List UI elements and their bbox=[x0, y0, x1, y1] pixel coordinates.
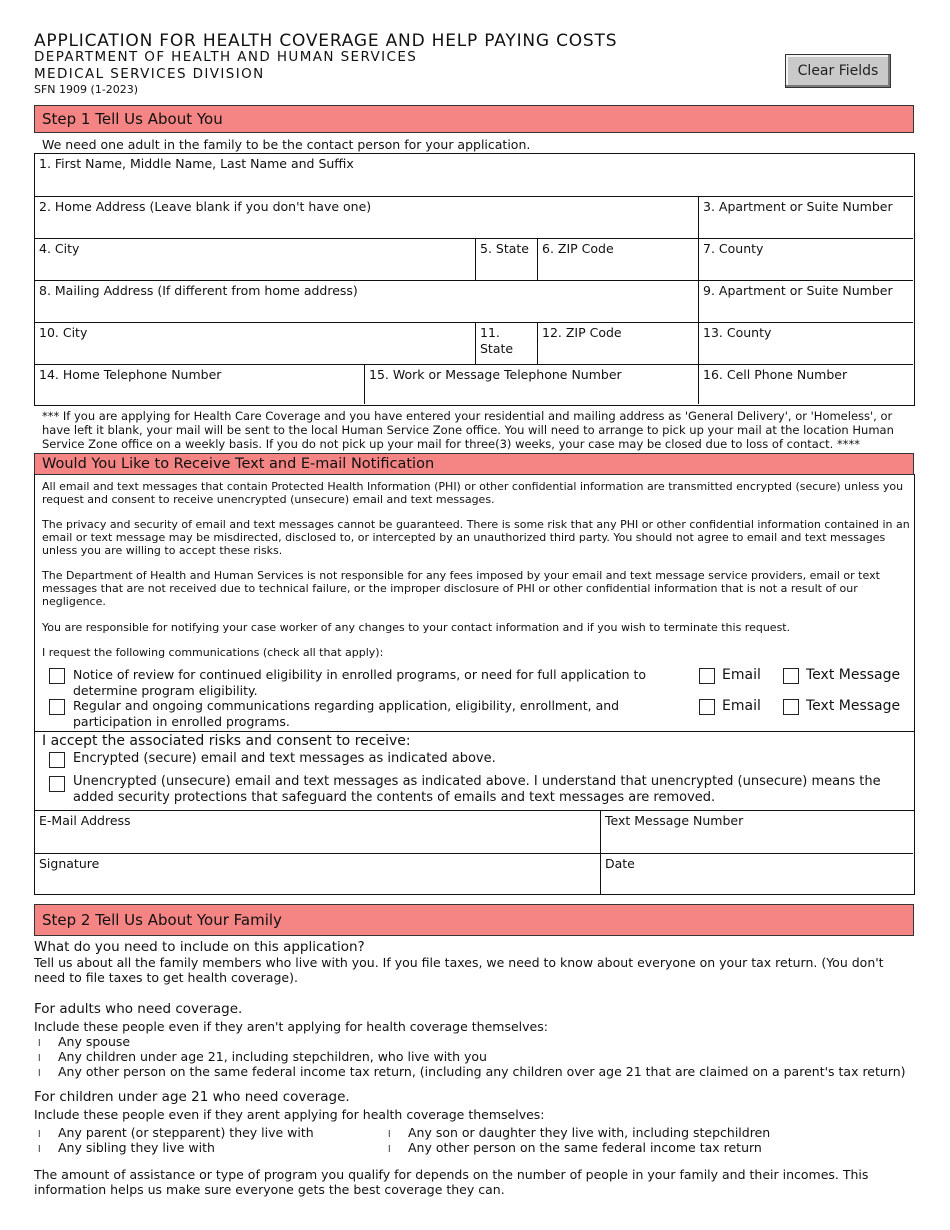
clear-fields-button[interactable]: Clear Fields bbox=[785, 54, 891, 88]
contact-info-grid bbox=[34, 153, 915, 406]
review-notice-text-checkbox[interactable] bbox=[783, 668, 799, 684]
ongoing-comms-text-label: Text Message bbox=[806, 698, 901, 714]
bullet: l bbox=[38, 1145, 41, 1155]
home-address-field[interactable] bbox=[35, 196, 698, 238]
mailing-zip-field[interactable] bbox=[537, 322, 698, 364]
children-heading: For children under age 21 who need coverage. bbox=[34, 1089, 350, 1105]
step2-question: What do you need to include on this application? bbox=[34, 939, 365, 955]
home-address-label: 2. Home Address (Leave blank if you don't have one) bbox=[39, 199, 372, 214]
unencrypted-consent-checkbox[interactable] bbox=[49, 776, 65, 792]
review-notice-email-label: Email bbox=[722, 667, 761, 683]
signature-field[interactable] bbox=[35, 853, 600, 894]
step2-heading: Step 2 Tell Us About Your Family bbox=[34, 904, 914, 936]
home-phone-field[interactable] bbox=[35, 364, 364, 404]
adults-subheading: Include these people even if they aren't applying for health coverage themselves: bbox=[34, 1019, 548, 1034]
bullet: l bbox=[38, 1130, 41, 1140]
home-county-label: 7. County bbox=[703, 241, 764, 256]
notify-paragraph-4: You are responsible for notifying your case worker of any changes to your contact information and if you wish to terminate this request. bbox=[42, 621, 791, 634]
full-name-field[interactable] bbox=[35, 154, 913, 196]
children-item-text: Any son or daughter they live with, including stepchildren bbox=[408, 1125, 771, 1140]
children-item-4 bbox=[388, 1140, 762, 1158]
children-item-text: Any parent (or stepparent) they live with bbox=[58, 1125, 314, 1140]
encrypted-consent-checkbox[interactable] bbox=[49, 752, 65, 768]
mailing-state-label: 11. State bbox=[480, 325, 514, 356]
home-state-label: 5. State bbox=[480, 241, 529, 256]
bullet: l bbox=[38, 1054, 41, 1064]
step1-heading: Step 1 Tell Us About You bbox=[34, 105, 914, 133]
date-field[interactable] bbox=[600, 853, 913, 894]
work-phone-field[interactable] bbox=[364, 364, 698, 404]
mailing-address-label: 8. Mailing Address (If different from home address) bbox=[39, 283, 358, 298]
notify-paragraph-5: I request the following communications (check all that apply): bbox=[42, 646, 384, 659]
ongoing-comms-text-checkbox[interactable] bbox=[783, 699, 799, 715]
children-item-text: Any sibling they live with bbox=[58, 1140, 215, 1155]
cell-phone-field[interactable] bbox=[698, 364, 913, 404]
step2-closing: The amount of assistance or type of program you qualify for depends on the number of people in your family and their incomes. This information helps us make sure everyone gets the best coverage they can. bbox=[34, 1167, 869, 1197]
home-zip-label: 6. ZIP Code bbox=[542, 241, 614, 256]
notify-paragraph-3: The Department of Health and Human Services is not responsible for any fees imposed by your email and text message service providers, email or text messages that are not received due to technical failure, or the improper disclosure of PHI or other confidential information that is not a result of our negligence. bbox=[42, 569, 880, 608]
homeless-mail-note: *** If you are applying for Health Care Coverage and you have entered your residential and mailing address as 'General Delivery', or 'Homeless', or have left it blank, your mail will be sent to the local Human Service Zone office. You will need to arrange to pick up your mail at the location Human Service Zone office on a weekly basis. If you do not pick up your mail for three(3) weeks, your case may be closed due to loss of contact. **** bbox=[42, 409, 894, 451]
ongoing-comms-checkbox[interactable] bbox=[49, 699, 65, 715]
mailing-county-label: 13. County bbox=[703, 325, 772, 340]
adults-item-3 bbox=[38, 1064, 906, 1082]
step2-intro: Tell us about all the family members who live with you. If you file taxes, we need to know about everyone on your tax return. (You don't need to file taxes to get health coverage). bbox=[34, 955, 884, 985]
form-title: APPLICATION FOR HEALTH COVERAGE AND HELP PAYING COSTS bbox=[34, 31, 618, 51]
step1-intro: We need one adult in the family to be the contact person for your application. bbox=[42, 137, 531, 152]
signature-label: Signature bbox=[39, 856, 100, 871]
home-state-field[interactable] bbox=[475, 238, 537, 280]
ongoing-comms-email-label: Email bbox=[722, 698, 761, 714]
mailing-zip-label: 12. ZIP Code bbox=[542, 325, 622, 340]
bullet: l bbox=[388, 1130, 391, 1140]
ongoing-comms-email-checkbox[interactable] bbox=[699, 699, 715, 715]
review-notice-email-checkbox[interactable] bbox=[699, 668, 715, 684]
unencrypted-consent-label: Unencrypted (unsecure) email and text messages as indicated above. I understand that unencrypted (unsecure) means the added security protections that safeguard the contents of emails and text messages are removed. bbox=[73, 774, 881, 805]
adults-item-text: Any children under age 21, including stepchildren, who live with you bbox=[58, 1049, 487, 1064]
bullet: l bbox=[38, 1069, 41, 1079]
children-item-2 bbox=[38, 1140, 215, 1158]
text-number-field[interactable] bbox=[600, 811, 913, 853]
text-number-label: Text Message Number bbox=[605, 813, 744, 828]
adults-item-text: Any other person on the same federal income tax return, (including any children over age 21 that are claimed on a parent's tax return) bbox=[58, 1064, 906, 1079]
home-phone-label: 14. Home Telephone Number bbox=[39, 367, 222, 382]
encrypted-consent-label: Encrypted (secure) email and text messages as indicated above. bbox=[73, 751, 496, 766]
ongoing-comms-label: Regular and ongoing communications regarding application, eligibility, enrollment, and participation in enrolled programs. bbox=[73, 698, 620, 729]
home-city-label: 4. City bbox=[39, 241, 80, 256]
review-notice-label: Notice of review for continued eligibility in enrolled programs, or need for full application to determine program eligibility. bbox=[73, 667, 647, 698]
home-zip-field[interactable] bbox=[537, 238, 698, 280]
email-address-field[interactable] bbox=[35, 811, 600, 853]
home-county-field[interactable] bbox=[698, 238, 913, 280]
mailing-state-field[interactable] bbox=[475, 322, 537, 364]
children-item-text: Any other person on the same federal income tax return bbox=[408, 1140, 762, 1155]
bullet: l bbox=[388, 1145, 391, 1155]
form-number: SFN 1909 (1-2023) bbox=[34, 83, 139, 96]
consent-signature-grid bbox=[34, 810, 915, 895]
full-name-label: 1. First Name, Middle Name, Last Name and Suffix bbox=[39, 156, 354, 171]
notification-heading: Would You Like to Receive Text and E-mail Notification bbox=[34, 453, 914, 475]
division-name: MEDICAL SERVICES DIVISION bbox=[34, 66, 265, 82]
notify-paragraph-1: All email and text messages that contain Protected Health Information (PHI) or other confidential information are transmitted encrypted (secure) unless you request and consent to receive unencrypted (unsecure) email and text messages. bbox=[42, 480, 904, 506]
home-apartment-field[interactable] bbox=[698, 196, 913, 238]
mailing-apartment-field[interactable] bbox=[698, 280, 913, 322]
bullet: l bbox=[38, 1039, 41, 1049]
mailing-city-label: 10. City bbox=[39, 325, 88, 340]
adults-item-text: Any spouse bbox=[58, 1034, 131, 1049]
work-phone-label: 15. Work or Message Telephone Number bbox=[369, 367, 622, 382]
notify-paragraph-2: The privacy and security of email and text messages cannot be guaranteed. There is some risk that any PHI or other confidential information contained in an email or text message may be misdirected, disclosed to, or intercepted by an unauthorized third party. You should not agree to email and text messages unless you are willing to accept these risks. bbox=[42, 518, 910, 557]
date-label: Date bbox=[605, 856, 635, 871]
review-notice-checkbox[interactable] bbox=[49, 668, 65, 684]
home-apartment-label: 3. Apartment or Suite Number bbox=[703, 199, 893, 214]
review-notice-text-label: Text Message bbox=[806, 667, 901, 683]
email-address-label: E-Mail Address bbox=[39, 813, 131, 828]
children-subheading: Include these people even if they arent applying for health coverage themselves: bbox=[34, 1107, 545, 1122]
cell-phone-label: 16. Cell Phone Number bbox=[703, 367, 848, 382]
mailing-county-field[interactable] bbox=[698, 322, 913, 364]
home-city-field[interactable] bbox=[35, 238, 475, 280]
mailing-city-field[interactable] bbox=[35, 322, 475, 364]
divider bbox=[34, 731, 915, 732]
adults-heading: For adults who need coverage. bbox=[34, 1001, 243, 1017]
accept-heading: I accept the associated risks and consent to receive: bbox=[42, 733, 411, 749]
department-name: DEPARTMENT OF HEALTH AND HUMAN SERVICES bbox=[34, 49, 418, 65]
mailing-address-field[interactable] bbox=[35, 280, 698, 322]
mailing-apartment-label: 9. Apartment or Suite Number bbox=[703, 283, 893, 298]
